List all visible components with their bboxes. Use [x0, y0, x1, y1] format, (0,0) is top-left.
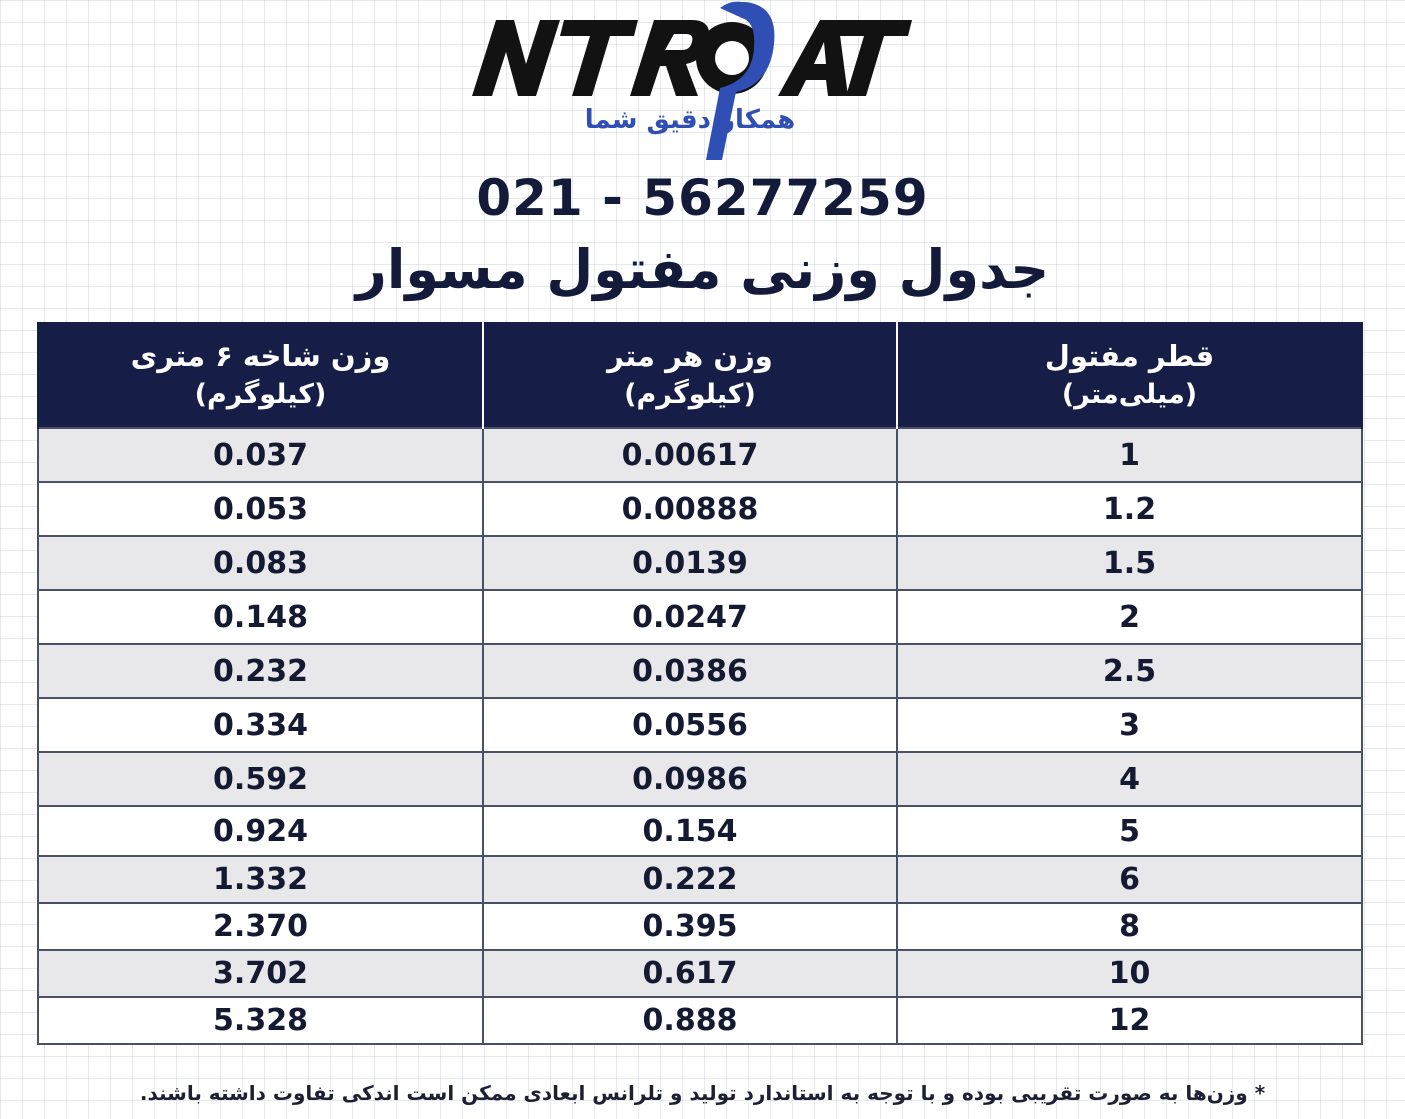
cell-weight-per-bar: 0.148 — [38, 590, 483, 644]
table-row — [38, 590, 1362, 644]
cell-weight-per-bar: 0.592 — [38, 752, 483, 806]
header-weight-per-meter-title: وزن هر متر — [607, 338, 773, 373]
cell-weight-per-meter: 0.154 — [483, 806, 897, 856]
footnote: * وزن‌ها به صورت تقریبی بوده و با توجه به استاندارد تولید و تلرانس ابعادی ممکن است اندکی تفاوت داشته باشند. — [139, 1081, 1266, 1105]
header-diameter-title: قطر مفتول — [1044, 338, 1215, 373]
brand-logo — [460, 0, 920, 165]
table-row — [38, 997, 1362, 1044]
table-row — [38, 644, 1362, 698]
cell-weight-per-bar: 0.232 — [38, 644, 483, 698]
page-title: جدول وزنی مفتول مسوار — [355, 238, 1050, 301]
table-row — [38, 903, 1362, 950]
cell-diameter: 6 — [897, 856, 1362, 903]
cell-weight-per-meter: 0.0386 — [483, 644, 897, 698]
table-row — [38, 806, 1362, 856]
cell-diameter: 2 — [897, 590, 1362, 644]
cell-weight-per-bar: 0.334 — [38, 698, 483, 752]
cell-weight-per-meter: 0.0556 — [483, 698, 897, 752]
cell-weight-per-bar: 1.332 — [38, 856, 483, 903]
cell-weight-per-meter: 0.0986 — [483, 752, 897, 806]
cell-diameter: 8 — [897, 903, 1362, 950]
header-diameter — [897, 322, 1362, 428]
cell-weight-per-bar: 0.083 — [38, 536, 483, 590]
cell-weight-per-bar: 2.370 — [38, 903, 483, 950]
cell-weight-per-meter: 0.00888 — [483, 482, 897, 536]
cell-diameter: 2.5 — [897, 644, 1362, 698]
table-header — [38, 322, 1362, 428]
cell-weight-per-meter: 0.395 — [483, 903, 897, 950]
cell-weight-per-meter: 0.888 — [483, 997, 897, 1044]
cell-weight-per-bar: 3.702 — [38, 950, 483, 997]
cell-diameter: 1 — [897, 428, 1362, 482]
cell-weight-per-meter: 0.0139 — [483, 536, 897, 590]
table-row — [38, 482, 1362, 536]
cell-diameter: 1.5 — [897, 536, 1362, 590]
cell-diameter: 12 — [897, 997, 1362, 1044]
table-row — [38, 536, 1362, 590]
header-weight-per-meter — [483, 322, 897, 428]
cell-weight-per-meter: 0.222 — [483, 856, 897, 903]
cell-weight-per-bar: 5.328 — [38, 997, 483, 1044]
ntropat-logo-icon — [460, 0, 920, 165]
table-row — [38, 856, 1362, 903]
table-row — [38, 428, 1362, 482]
cell-weight-per-bar: 0.053 — [38, 482, 483, 536]
cell-diameter: 10 — [897, 950, 1362, 997]
table-header-row — [38, 322, 1362, 428]
table-row — [38, 950, 1362, 997]
brand-tagline: همکار دقیق شما — [584, 105, 796, 135]
cell-diameter: 5 — [897, 806, 1362, 856]
cell-weight-per-meter: 0.617 — [483, 950, 897, 997]
table-row — [38, 752, 1362, 806]
cell-weight-per-meter: 0.0247 — [483, 590, 897, 644]
phone-number: 021 - 56277259 — [476, 169, 929, 227]
cell-diameter: 4 — [897, 752, 1362, 806]
header-weight-per-meter-unit: (کیلوگرم) — [624, 378, 756, 410]
cell-diameter: 1.2 — [897, 482, 1362, 536]
table-body — [38, 428, 1362, 1044]
cell-weight-per-bar: 0.924 — [38, 806, 483, 856]
header-weight-per-bar-unit: (کیلوگرم) — [194, 378, 327, 410]
cell-weight-per-meter: 0.00617 — [483, 428, 897, 482]
cell-weight-per-bar: 0.037 — [38, 428, 483, 482]
weight-table — [37, 322, 1363, 1045]
table-row — [38, 698, 1362, 752]
cell-diameter: 3 — [897, 698, 1362, 752]
header-weight-per-bar-title: وزن شاخه ۶ متری — [130, 338, 391, 373]
header-diameter-unit: (میلی‌متر) — [1061, 378, 1198, 410]
header-weight-per-bar — [38, 322, 483, 428]
